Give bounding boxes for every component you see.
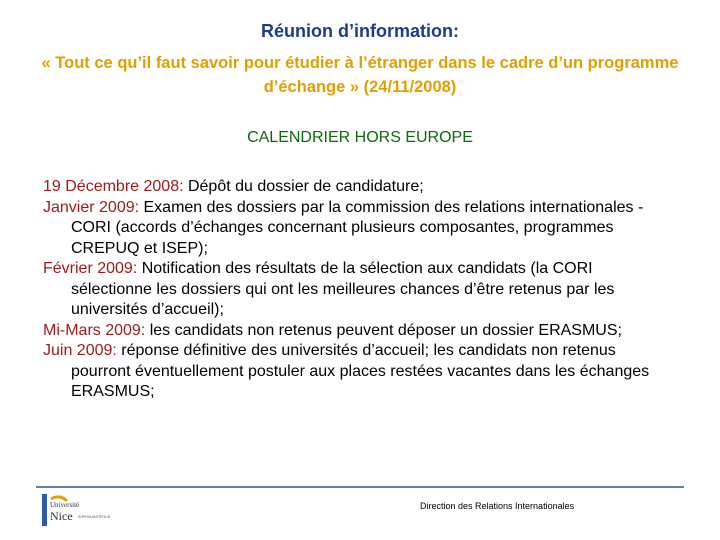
logo-text-nice: Nice: [50, 509, 73, 523]
entry-text: réponse définitive des universités d’accueil; les candidats non retenus pourront éventuellement postuler aux places restées vacantes dans les échanges ERASMUS;: [71, 342, 650, 400]
section-title: CALENDRIER HORS EUROPE: [247, 129, 473, 146]
entry-date: Février 2009:: [43, 260, 138, 277]
entry-date: Mi-Mars 2009:: [43, 321, 146, 339]
entry-date: Janvier 2009:: [43, 198, 140, 216]
entry-date: Juin 2009:: [43, 342, 117, 359]
entry-text: Notification des résultats de la sélection aux candidats (la CORI sélectionne les dossiers qui ont les meilleures chances d’être retenus par les universités d’accueil);: [71, 260, 615, 318]
calendar-entry: [43, 321, 673, 342]
entry-text: Examen des dossiers par la commission des relations internationales - CORI (accords d’échanges concernant plusieurs composantes, programmes CREPUQ et ISEP);: [71, 198, 644, 257]
logo-text-sophia: SOPHIA ANTIPOLIS: [78, 515, 111, 519]
logo-text-universite: Université: [50, 501, 80, 509]
footer-text: Direction des Relations Internationales: [420, 501, 575, 511]
university-logo: [40, 490, 135, 530]
calendar-entry: [43, 259, 673, 321]
entry-text: les candidats non retenus peuvent déposer un dossier ERASMUS;: [145, 321, 622, 339]
page-title: Réunion d’information:: [261, 21, 459, 41]
calendar-entry: [43, 341, 673, 403]
calendar-entry: [43, 177, 673, 198]
footer-divider: [36, 486, 684, 488]
page-subtitle: « Tout ce qu’il faut savoir pour étudier à l’étranger dans le cadre d’un programme d’échange » (24/11/2008): [41, 54, 679, 96]
calendar-entry: [43, 198, 673, 260]
entry-date: 19 Décembre 2008:: [43, 178, 184, 195]
calendar-list: [43, 177, 673, 403]
entry-text: Dépôt du dossier de candidature;: [183, 178, 424, 195]
